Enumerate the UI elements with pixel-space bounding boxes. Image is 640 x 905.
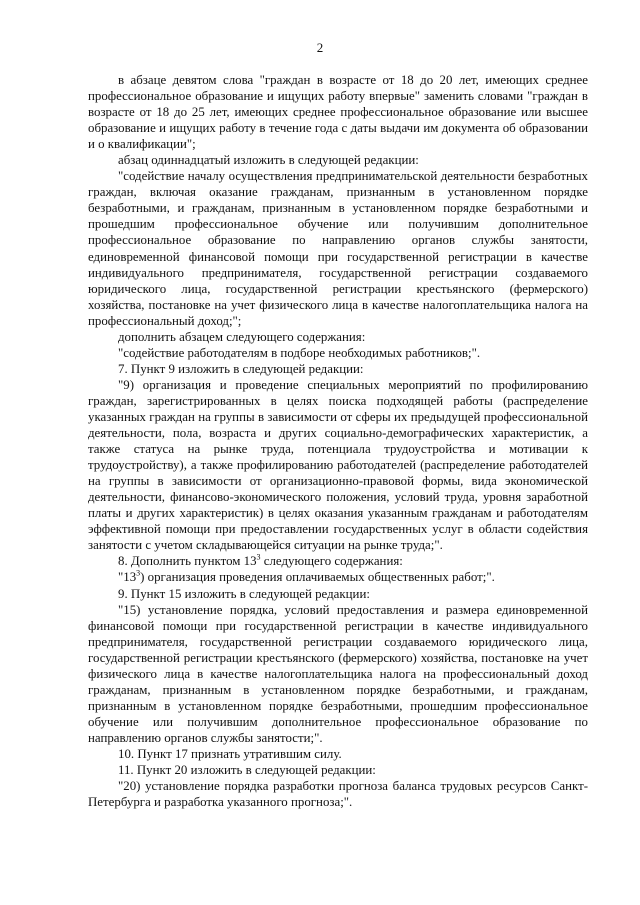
paragraph-text: ) организация проведения оплачиваемых общественных работ;".: [140, 570, 495, 585]
paragraph: "20) установление порядка разработки прогноза баланса трудовых ресурсов Санкт-Петербурга и разработка указанного прогноза;".: [88, 779, 588, 810]
paragraph: 10. Пункт 17 признать утратившим силу.: [118, 746, 342, 761]
paragraph: абзац одиннадцатый изложить в следующей редакции:: [118, 153, 419, 168]
paragraph-text: "13: [118, 570, 137, 585]
paragraph: 7. Пункт 9 изложить в следующей редакции:: [118, 361, 364, 376]
superscript: 3: [256, 553, 261, 563]
paragraph: в абзаце девятом слова "граждан в возрасте от 18 до 20 лет, имеющих среднее профессиональное образование и ищущих работу впервые" заменить словами "граждан в возрасте от 18 до 25 лет, имеющих среднее профессиональное образование или высшее образование и ищущих работу в течение года с даты выдачи им документа об образовании и о квалификации";: [88, 73, 588, 152]
paragraph: дополнить абзацем следующего содержания:: [118, 329, 366, 344]
paragraph: "содействие началу осуществления предпринимательской деятельности безработных граждан, включая оказание гражданам, признанным в установленном порядке безработными, и гражданам, признанным в установленном порядке безработными и прошедшим профессиональное обучение или получившим дополнительное профессиональное образование по направлению органов службы занятости, единовременной финансовой помощи при государственной регистрации в качестве индивидуального предпринимателя, государственной регистрации создаваемого юридического лица, государственной регистрации крестьянского (фермерского) хозяйства, постановке на учет физического лица в качестве налогоплательщика налога на профессиональный доход;";: [88, 169, 588, 328]
paragraph: "15) установление порядка, условий предоставления и размера единовременной финансовой помощи при государственной регистрации в качестве индивидуального предпринимателя, государственной регистрации создаваемого юридического лица, государственной регистрации крестьянского (фермерского) хозяйства, постановке на учет физического лица в качестве налогоплательщика налога на профессиональный доход гражданам, признанным в установленном порядке безработными, и гражданам, признанным в установленном порядке безработными, прошедшим профессиональное обучение или получившим дополнительное профессиональное образование по направлению органов службы занятости;".: [88, 602, 588, 745]
paragraph: [88, 569, 588, 585]
paragraph: "содействие работодателям в подборе необходимых работников;".: [118, 345, 481, 360]
paragraph: "9) организация и проведение специальных мероприятий по профилированию граждан, зарегистрированных в целях поиска подходящей работы (распределение указанных граждан на группы в зависимости от сферы их предыдущей профессиональной деятельности, пола, возраста и других социально-демографических характеристик, а также статуса на рынке труда, потенциала трудоустройства и мотивации к трудоустройству), а также профилированию работодателей (распределение работодателей на группы в зависимости от организационно-правовой формы, вида экономической деятельности, финансово-экономического положения, условий труда, уровня заработной платы и других характеристик) в целях оказания указанным гражданам и работодателям эффективной помощи при предоставлении государственных услуг в области содействия занятости с учетом складывающейся ситуации на рынке труда;".: [88, 377, 588, 553]
paragraph: 9. Пункт 15 изложить в следующей редакции:: [118, 586, 370, 601]
paragraph: [88, 553, 588, 569]
document-body: [88, 72, 588, 810]
paragraph-text: 8. Дополнить пунктом 13: [118, 554, 257, 569]
paragraph-text: следующего содержания:: [260, 554, 403, 569]
paragraph: 11. Пункт 20 изложить в следующей редакции:: [118, 763, 376, 778]
superscript: 3: [136, 569, 141, 579]
page-number: 2: [316, 40, 324, 55]
